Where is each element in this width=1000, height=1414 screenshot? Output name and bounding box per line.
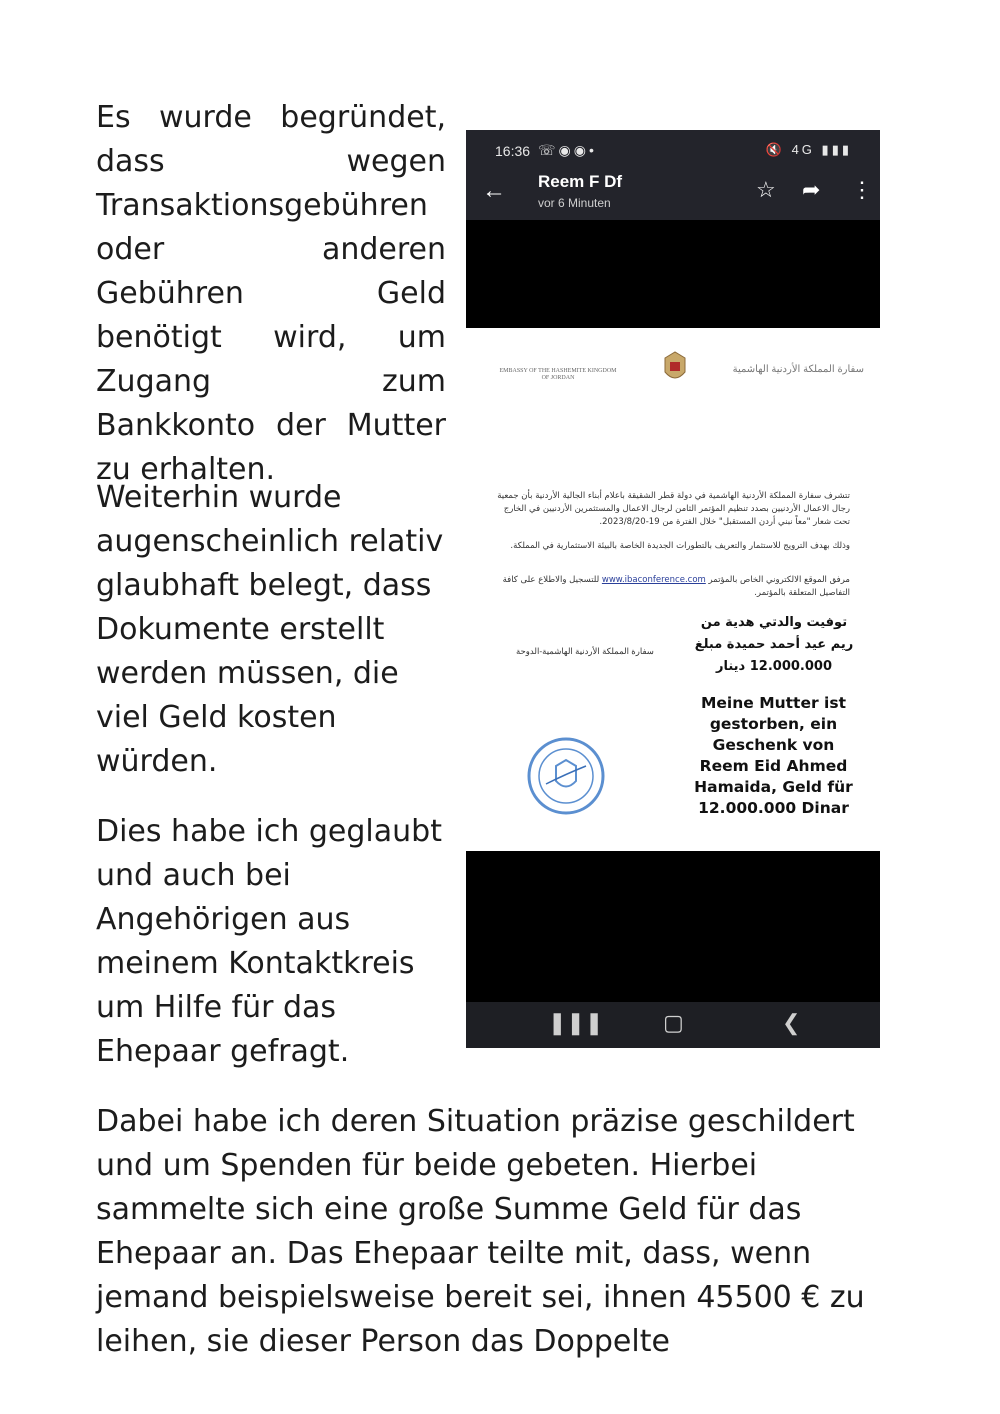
- chat-header: [466, 174, 880, 220]
- share-icon[interactable]: ➦: [802, 177, 821, 202]
- signal-battery-icon: 🔇 4G ▮▮▮: [765, 142, 852, 157]
- back-arrow-icon[interactable]: ←: [482, 177, 506, 204]
- embassy-document-image: [466, 328, 880, 851]
- embassy-stamp-icon: [526, 736, 606, 816]
- paragraph-belief: Dies habe ich geglaubt und auch bei Angehörigen aus meinem Kontaktkreis um Hilfe für das Ehepaar gefragt.: [96, 814, 442, 1069]
- message-time: vor 6 Minuten: [538, 196, 611, 210]
- jordan-crest-icon: [662, 350, 688, 386]
- overlay-german: Meine Mutter ist gestorben, ein Geschenk von Reem Eid Ahmed Hamaida, Geld für 12.000.000 Dinar: [694, 694, 853, 817]
- overlay-ar-line: توفيت والدتي هدية من: [700, 615, 848, 630]
- document-body-3-suffix: للتسجيل والاطلاع على كافة التفاصيل المتعلقة بالمؤتمر.: [502, 575, 850, 598]
- overlay-ar-line: 12.000.000 دينار: [715, 659, 832, 674]
- conference-link[interactable]: www.ibaconference.com: [601, 575, 706, 585]
- status-bar: [466, 130, 880, 174]
- network-label: 4G: [791, 142, 815, 157]
- paragraph-donations: Dabei habe ich deren Situation präzise geschildert und um Spenden für beide gebeten. Hierbei sammelte sich eine große Summe Geld für das Ehepaar an. Das Ehepaar teilte mit, dass, wenn jemand beispielsweise bereit sei, ihnen 45500 € zu leihen, sie dieser Person das Doppelte: [96, 1104, 865, 1359]
- sender-name: Reem F Df: [538, 172, 623, 191]
- status-time: 16:36: [495, 143, 531, 159]
- document-body-2: وذلك بهدف الترويج للاستثمار والتعريف بالتطورات الجديدة الخاصة بالبيئة الاستثمارية في المملكة.: [510, 541, 850, 551]
- recent-apps-icon[interactable]: ❚❚❚: [548, 1010, 604, 1035]
- whatsapp-screenshot: [466, 130, 880, 1048]
- star-icon[interactable]: ☆: [756, 177, 776, 202]
- home-icon[interactable]: ▢: [663, 1010, 684, 1035]
- paragraph-documents: Weiterhin wurde augenscheinlich relativ glaubhaft belegt, dass Dokumente erstellt werden müssen, die viel Geld kosten würden.: [96, 480, 444, 779]
- document-signature: سفارة المملكة الأردنية الهاشمية-الدوحة: [516, 646, 654, 656]
- android-navbar: [466, 1002, 880, 1048]
- nav-back-icon[interactable]: ❮: [782, 1010, 801, 1035]
- embassy-name-ar: سفارة المملكة الأردنية الهاشمية: [732, 364, 864, 375]
- document-body-3-prefix: مرفق الموقع الالكتروني الخاص بالمؤتمر: [708, 575, 850, 585]
- embassy-name-en: EMBASSY OF THE HASHEMITE KINGDOM OF JORDAN: [499, 368, 617, 381]
- overlay-ar-line: ريم عيد أحمد حميدة مبلغ: [694, 637, 854, 652]
- more-icon[interactable]: ⋮: [851, 177, 873, 202]
- document-body-3: [490, 574, 850, 600]
- notification-icons: ☏◉◉•: [538, 142, 597, 158]
- paragraph-transaction-fees: Es wurde begründet, dass wegen Transaktionsgebühren oder anderen Gebühren Geld benötigt wird, um Zugang zum Bankkonto der Mutter zu erhalten.: [96, 100, 446, 487]
- document-body-1: تتشرف سفارة المملكة الأردنية الهاشمية في دولة قطر الشقيقة باعلام أبناء الجالية الأردنية بأن جمعية رجال الاعمال الأردنيين بصدد تنظيم المؤتمر الثامن لرجال الاعمال والمستثمرين الأردنيين في الخارج تحت شعار "معاً نبني أردن المستقبل" خلال الفترة من 19-2023/8/20.: [497, 491, 850, 527]
- overlay-arabic: [694, 612, 854, 678]
